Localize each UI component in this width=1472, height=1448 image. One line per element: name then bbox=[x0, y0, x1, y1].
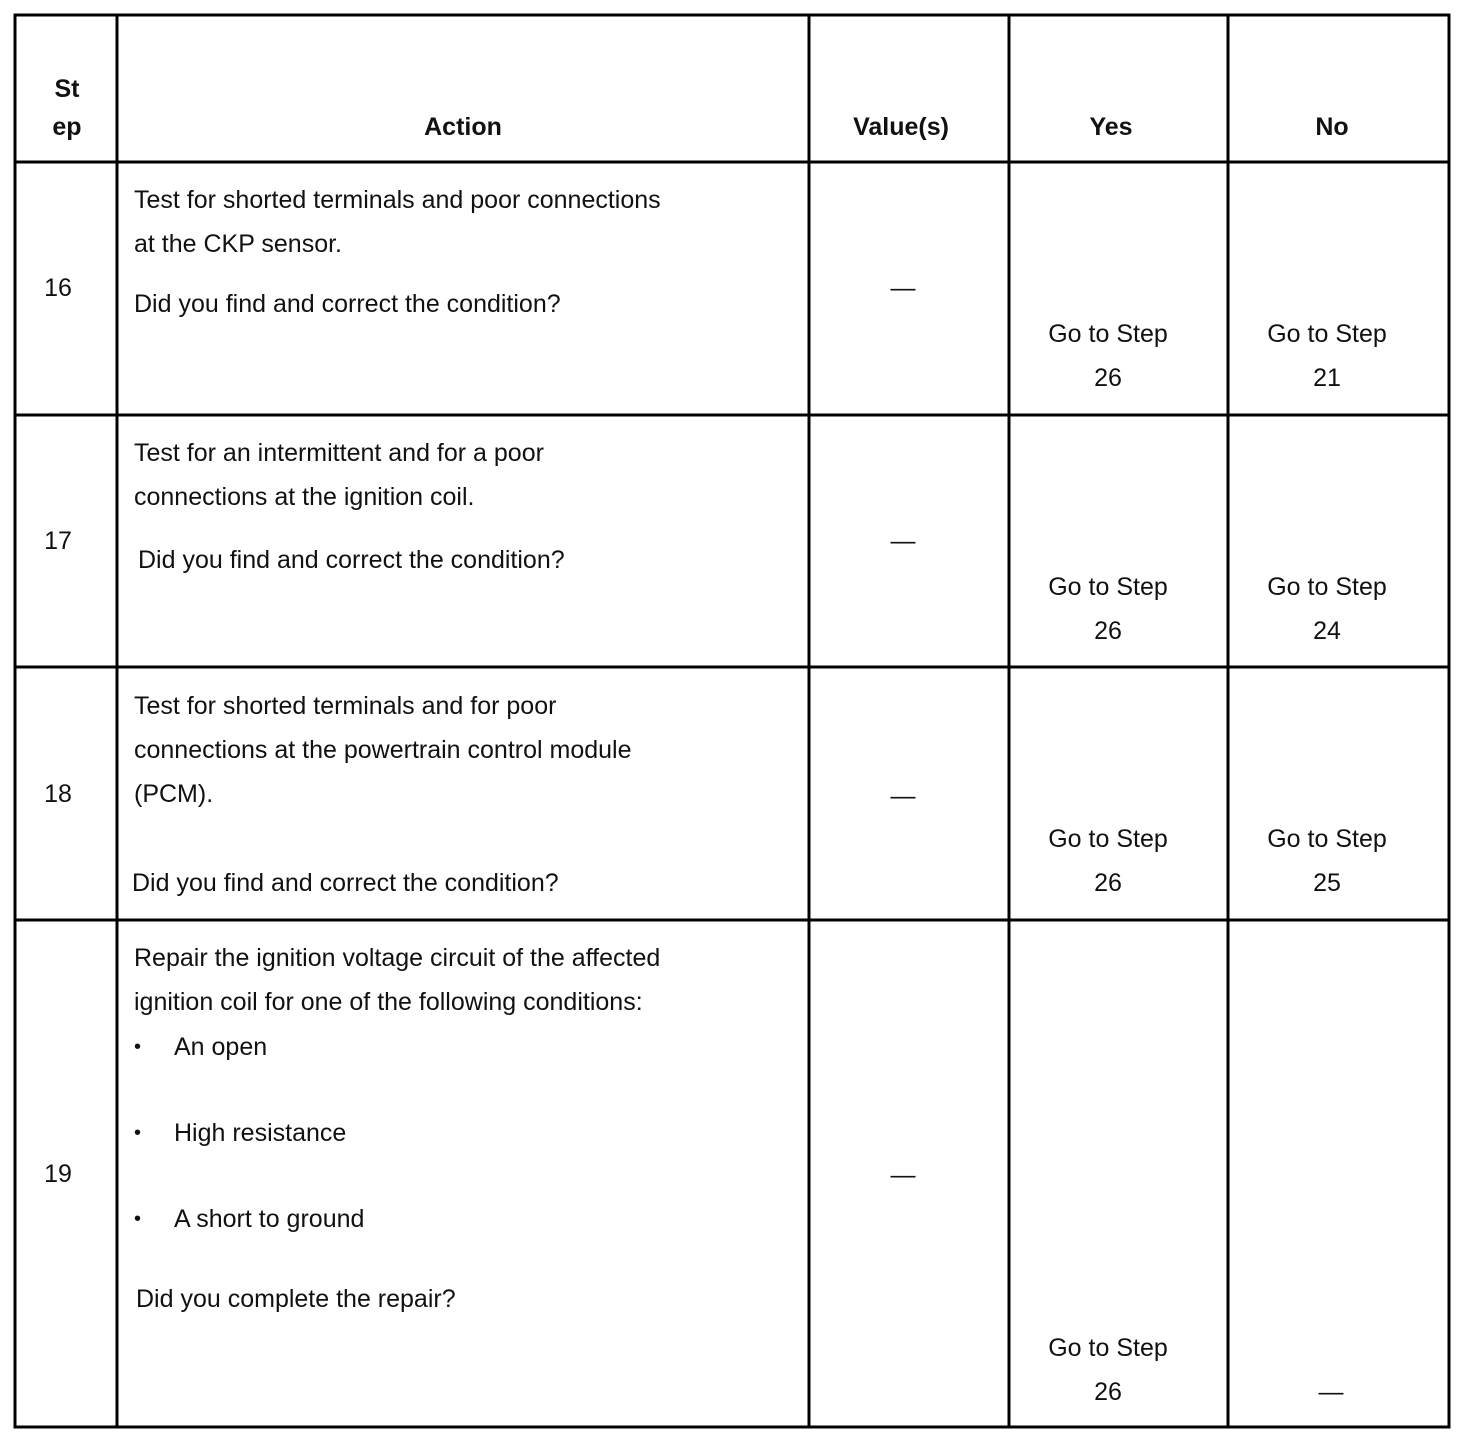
step-number: 17 bbox=[44, 527, 72, 555]
value-cell: — bbox=[890, 782, 916, 810]
action-text: Repair the ignition voltage circuit of the affected ignition coil for one of the following conditions: bbox=[134, 944, 661, 1016]
bullet-item: • A short to ground bbox=[134, 1197, 734, 1241]
action-text: Test for shorted terminals and for poor connections at the powertrain control module (PCM). Did you find and correct the condition? bbox=[132, 692, 632, 897]
no-value: — bbox=[1318, 1378, 1344, 1406]
action-text: Test for shorted terminals and poor connections at the CKP sensor. Did you find and correct the condition? bbox=[134, 186, 661, 318]
step-number: 19 bbox=[44, 1160, 72, 1188]
step-number: 18 bbox=[44, 780, 72, 808]
yes-goto[interactable]: Go to Step 26 bbox=[1048, 1334, 1168, 1406]
yes-goto[interactable]: Go to Step 26 bbox=[1048, 825, 1168, 897]
header-step: St ep bbox=[52, 75, 82, 141]
bullet-icon: • bbox=[134, 1036, 142, 1058]
value-cell: — bbox=[890, 1161, 916, 1189]
bullet-item: • High resistance bbox=[134, 1111, 734, 1155]
header-yes: Yes bbox=[1089, 113, 1133, 141]
no-goto[interactable]: Go to Step 24 bbox=[1267, 573, 1387, 645]
step-number: 16 bbox=[44, 274, 72, 302]
header-values: Value(s) bbox=[853, 113, 949, 141]
bullet-item: • An open bbox=[134, 1025, 734, 1069]
action-question: Did you complete the repair? bbox=[136, 1285, 456, 1313]
no-goto[interactable]: Go to Step 25 bbox=[1267, 825, 1387, 897]
value-cell: — bbox=[890, 527, 916, 555]
bullet-icon: • bbox=[134, 1208, 142, 1230]
value-cell: — bbox=[890, 274, 916, 302]
header-action: Action bbox=[424, 113, 502, 141]
no-goto[interactable]: Go to Step 21 bbox=[1267, 320, 1387, 392]
action-text: Test for an intermittent and for a poor connections at the ignition coil. Did you find and correct the condition? bbox=[134, 439, 565, 574]
yes-goto[interactable]: Go to Step 26 bbox=[1048, 573, 1168, 645]
yes-goto[interactable]: Go to Step 26 bbox=[1048, 320, 1168, 392]
bullet-icon: • bbox=[134, 1122, 142, 1144]
header-no: No bbox=[1315, 113, 1349, 141]
